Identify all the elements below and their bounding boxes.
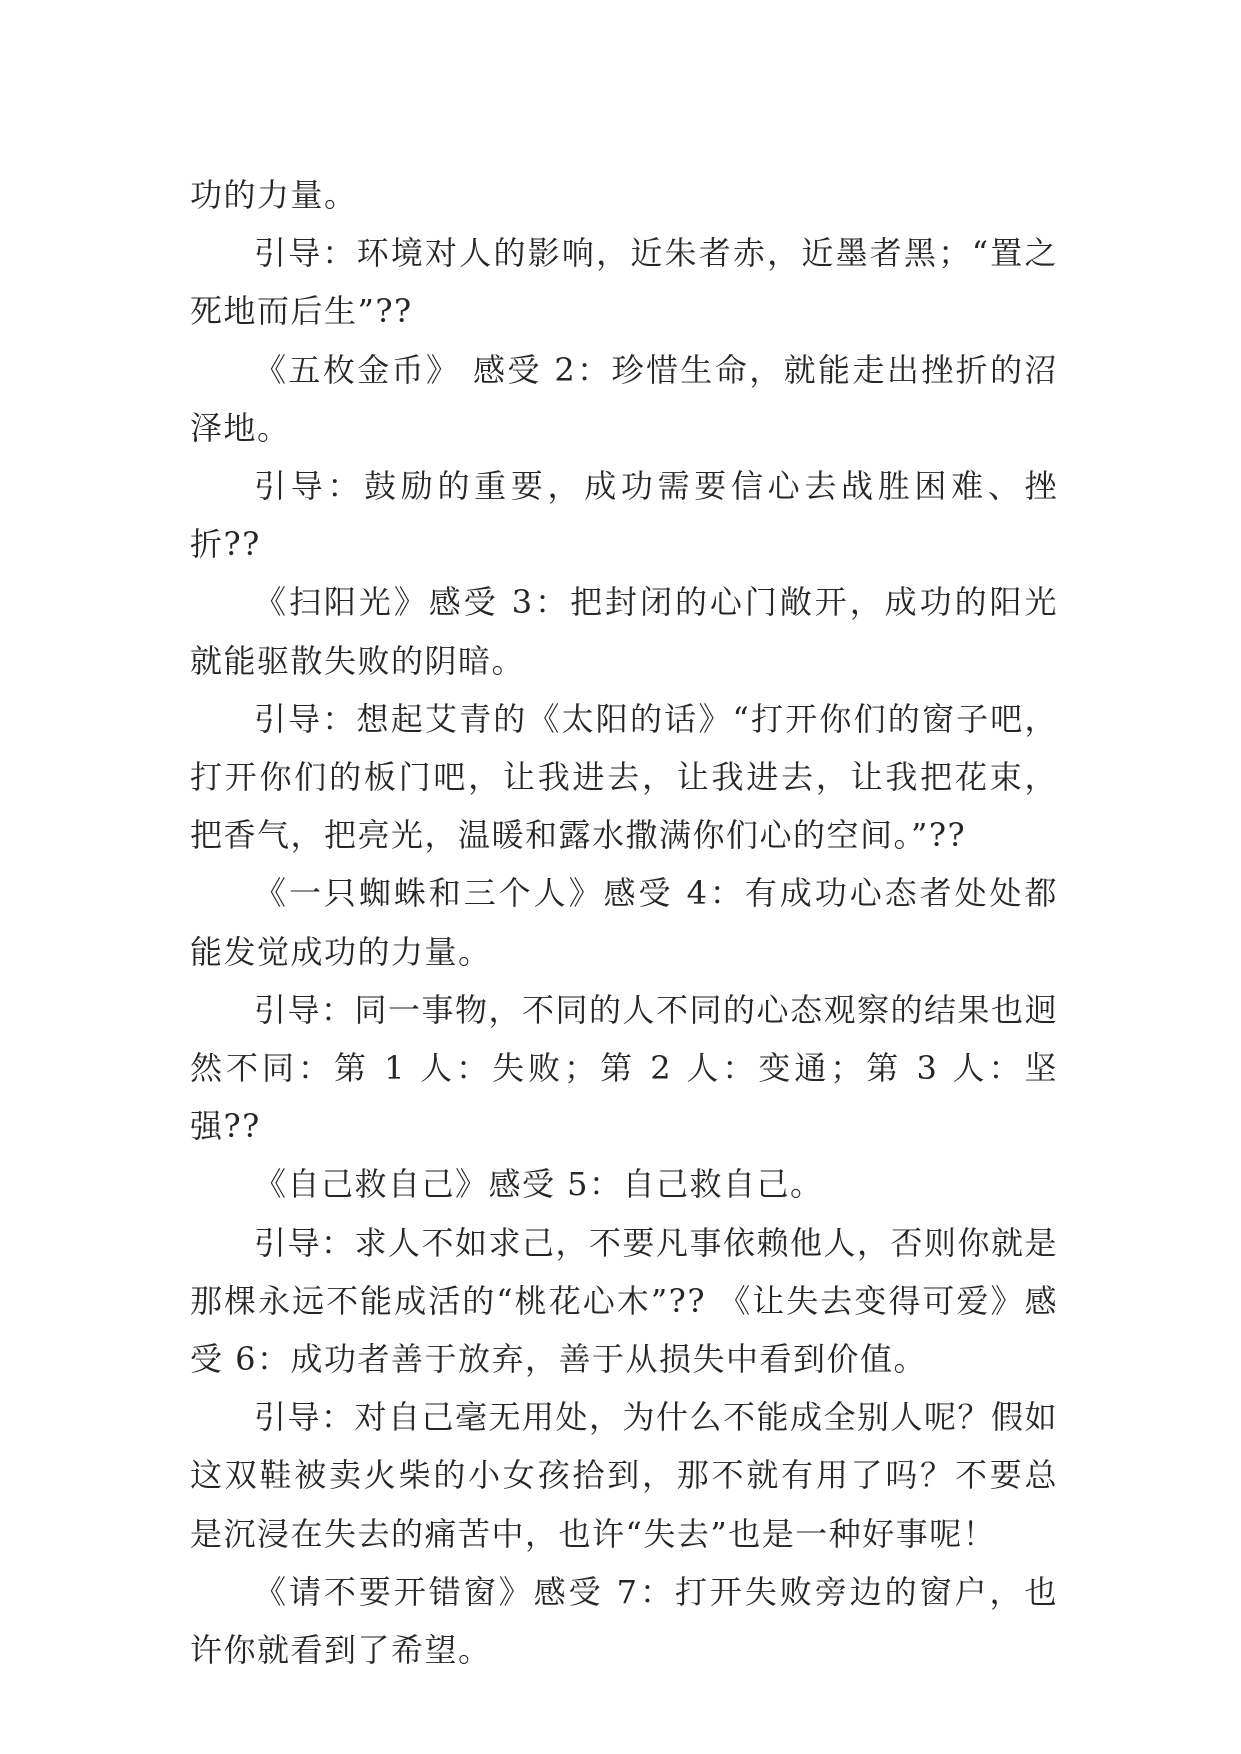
paragraph: 《请不要开错窗》感受 7：打开失败旁边的窗户，也许你就看到了希望。 xyxy=(190,1572,1058,1670)
paragraph: 《一只蜘蛛和三个人》感受 4：有成功心态者处处都能发觉成功的力量。 xyxy=(190,874,1058,971)
paragraph: 引导：同一事物，不同的人不同的心态观察的结果也迥然不同：第 1 人：失败；第 2 人：变通；第 3 人：坚强?? xyxy=(190,990,1059,1146)
paragraph: 引导：环境对人的影响，近朱者赤，近墨者黑；“置之死地而后生”?? xyxy=(190,234,1058,331)
document-body xyxy=(190,166,1058,1679)
paragraph: 引导：对自己毫无用处，为什么不能成全别人呢？假如这双鞋被卖火柴的小女孩拾到，那不就有用了吗？不要总是沉浸在失去的痛苦中，也许“失去”也是一种好事呢！ xyxy=(190,1398,1059,1553)
paragraph: 引导：鼓励的重要，成功需要信心去战胜困难、挫折?? xyxy=(190,467,1058,564)
paragraph: 《自己救自己》感受 5：自己救自己。 xyxy=(254,1165,824,1204)
paragraph: 《扫阳光》感受 3：把封闭的心门敞开，成功的阳光就能驱散失败的阴暗。 xyxy=(190,583,1058,680)
paragraph: 《五枚金币》 感受 2：珍惜生命，就能走出挫折的沼泽地。 xyxy=(190,350,1058,447)
paragraph: 功的力量。 xyxy=(190,176,358,214)
paragraph: 引导：求人不如求己，不要凡事依赖他人，否则你就是那棵永远不能成活的“桃花心木”?? 《让失去变得可爱》感受 6：成功者善于放弃，善于从损失中看到价值。 xyxy=(190,1223,1059,1379)
paragraph: 引导：想起艾青的《太阳的话》“打开你们的窗子吧，打开你们的板门吧，让我进去，让我进去，让我把花束，把香气，把亮光，温暖和露水撒满你们心的空间。”?? xyxy=(190,699,1058,855)
